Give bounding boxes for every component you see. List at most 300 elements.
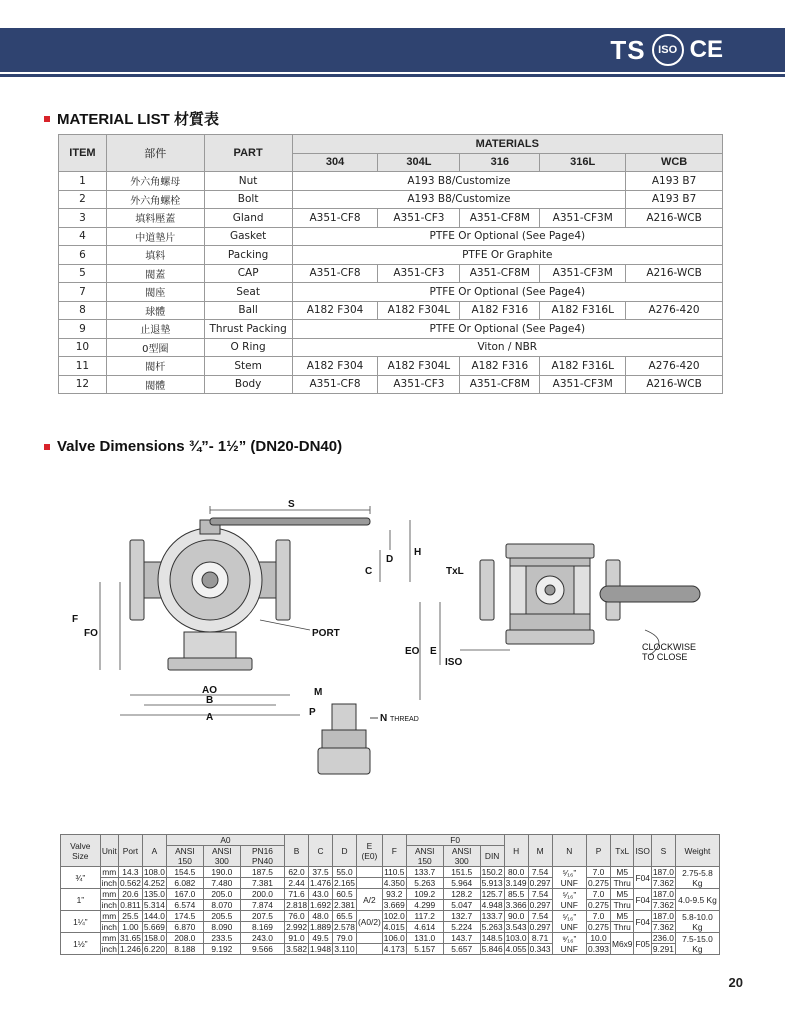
cell-wcb: A216-WCB	[626, 375, 723, 394]
cell-a: 5.669	[143, 922, 165, 932]
cell-316: A182 F316	[460, 357, 540, 376]
cell-port: 25.5	[118, 911, 142, 922]
cell-ao-ansi150: 174.5	[166, 911, 203, 922]
cell-iso: F05	[634, 933, 651, 955]
cell-material-all: PTFE Or Optional (See Page4)	[292, 283, 722, 302]
cell-weight: 7.5-15.0 Kg	[675, 933, 719, 955]
cell-material-all: PTFE Or Optional (See Page4)	[292, 227, 722, 246]
cell-h: 3.366	[505, 900, 527, 910]
cell-zh: 填料壓蓋	[106, 209, 204, 228]
cell-ao-pn16: 7.874	[240, 900, 284, 911]
cell-item: 6	[59, 246, 107, 265]
cell-b: 91.0	[285, 933, 309, 944]
cell-304l: A351-CF3	[378, 375, 460, 394]
cell-n: ⁵⁄₁₆” UNF	[552, 889, 586, 911]
cell-h: 3.543	[505, 922, 527, 932]
cell-zh: 填料	[106, 246, 204, 265]
dim-label-ao: AO	[202, 685, 217, 696]
iso-badge: ISO	[652, 34, 684, 66]
h-ao: A0	[166, 835, 284, 846]
cell-f: 3.669	[383, 900, 405, 910]
cell-h: 80.0	[504, 867, 528, 878]
cell-item: 3	[59, 209, 107, 228]
cell-p: 10.0	[587, 933, 611, 944]
h-ao-ansi150: ANSI 150	[166, 846, 203, 867]
dim-label-e: E	[430, 646, 437, 657]
material-row	[59, 338, 723, 357]
col-part: PART	[204, 135, 292, 172]
cell-f: 102.0	[383, 911, 405, 921]
material-row	[59, 190, 723, 209]
cell-s: 7.362	[652, 878, 674, 888]
cell-zh: 外六角螺栓	[106, 190, 204, 209]
cell-316l: A351-CF3M	[540, 264, 626, 283]
cell-p: 0.275	[588, 900, 609, 910]
cell-b: 2.818	[286, 900, 308, 910]
cell-part: Nut	[204, 172, 292, 191]
cell-ao-ansi300: 7.480	[203, 878, 240, 889]
h-f0: F0	[406, 835, 504, 846]
cell-unit: mm	[100, 933, 118, 944]
cell-f: 110.5	[384, 867, 405, 877]
material-title-text: MATERIAL LIST 材質表	[57, 111, 219, 128]
cell-unit: inch	[101, 944, 117, 954]
header-stripe	[0, 74, 785, 77]
cell-material-all: PTFE Or Optional (See Page4)	[292, 320, 722, 339]
material-row	[59, 320, 723, 339]
cell-316: A351-CF8M	[460, 375, 540, 394]
valve-front-dimensions	[100, 506, 410, 715]
cell-zh: 閥體	[106, 375, 204, 394]
cell-txl: M5	[610, 911, 633, 922]
cell-c: 1.948	[310, 944, 331, 954]
cell-zh: 中道墊片	[106, 227, 204, 246]
cell-item: 5	[59, 264, 107, 283]
cell-b: 71.6	[285, 889, 309, 900]
dim-label-p: P	[309, 707, 316, 718]
cell-f0-ansi300: 5.657	[443, 944, 480, 955]
cell-ao-ansi150: 167.0	[166, 889, 203, 900]
to-close-label: TO CLOSE	[642, 652, 688, 662]
cell-f0-din: 5.913	[481, 878, 503, 888]
cell-316l: A351-CF3M	[540, 375, 626, 394]
cell-c: 37.5	[309, 867, 333, 878]
cell-316l: A351-CF3M	[540, 209, 626, 228]
cell-d: 3.110	[334, 944, 355, 954]
cell-316: A351-CF8M	[460, 264, 540, 283]
cell-f0-din: 5.263	[481, 922, 503, 932]
h-f0-ansi300: ANSI 300	[443, 846, 480, 867]
cell-f0-ansi150: 5.157	[406, 944, 443, 955]
dim-label-n: N	[380, 713, 388, 724]
dimension-table	[60, 834, 720, 955]
h-f: F	[382, 835, 406, 867]
h-d: D	[333, 835, 357, 867]
cell-iso: F04	[634, 889, 651, 911]
cell-m: 7.54	[528, 867, 552, 878]
cell-part: Stem	[204, 357, 292, 376]
cell-zh: 0型圈	[106, 338, 204, 357]
cell-item: 2	[59, 190, 107, 209]
cell-h: 103.0	[505, 933, 527, 943]
cell-part: Gasket	[204, 227, 292, 246]
material-table-body	[59, 172, 723, 394]
cell-m: 0.297	[529, 922, 551, 932]
cell-wcb: A193 B7	[626, 190, 723, 209]
dimension-row	[61, 922, 720, 933]
cell-304l: A351-CF3	[378, 209, 460, 228]
cell-e	[356, 878, 382, 889]
cell-f: 4.350	[383, 878, 405, 888]
cell-ao-ansi300: 190.0	[203, 867, 240, 878]
cell-d: 65.5	[333, 911, 357, 922]
cell-m: 0.297	[529, 878, 551, 888]
cell-m: 7.54	[528, 889, 552, 900]
material-row	[59, 264, 723, 283]
cell-wcb: A276-420	[626, 357, 723, 376]
cell-f: 4.173	[383, 944, 405, 954]
cell-m: 0.297	[529, 900, 551, 910]
cell-part: Gland	[204, 209, 292, 228]
cell-c: 1.692	[310, 900, 331, 910]
cell-s: 187.0	[652, 889, 674, 899]
cell-f0-ansi300: 5.224	[443, 922, 480, 933]
dimension-row	[61, 889, 720, 900]
cell-part: Packing	[204, 246, 292, 265]
dim-label-s: S	[288, 499, 295, 510]
cell-s: 187.0	[652, 911, 674, 921]
cell-p: 0.275	[588, 922, 609, 932]
cell-port: 14.3	[118, 867, 142, 878]
cell-zh: 球體	[106, 301, 204, 320]
cell-ao-pn16: 8.169	[240, 922, 284, 933]
cell-part: Ball	[204, 301, 292, 320]
cell-part: Thrust Packing	[204, 320, 292, 339]
cell-f0-din: 5.846	[481, 944, 503, 954]
cell-valve-size: 1¼”	[61, 911, 101, 933]
clockwise-label: CLOCKWISE	[642, 642, 697, 652]
cell-txl: M6x9	[610, 933, 633, 955]
cell-port: 1.246	[119, 944, 141, 954]
cell-e	[356, 933, 382, 944]
cell-f0-din: 148.5	[481, 933, 503, 943]
cell-iso: F04	[634, 867, 651, 889]
cell-txl: M5	[610, 867, 633, 878]
cell-part: O Ring	[204, 338, 292, 357]
dimension-row	[61, 911, 720, 922]
cell-part: CAP	[204, 264, 292, 283]
cell-f0-ansi300: 5.047	[443, 900, 480, 911]
cell-f0-ansi300: 132.7	[443, 911, 480, 922]
cell-zh: 閥杆	[106, 357, 204, 376]
cell-ao-pn16: 200.0	[240, 889, 284, 900]
cell-iso: F04	[634, 911, 651, 933]
cell-txl: Thru	[610, 900, 633, 911]
cell-m: 0.343	[529, 944, 551, 954]
cell-wcb: A193 B7	[626, 172, 723, 191]
cell-f0-din: 125.7	[481, 889, 503, 899]
cell-n: ⁹⁄₁₆” UNF	[552, 933, 586, 955]
cell-f0-ansi150: 4.299	[406, 900, 443, 911]
dim-label-c: C	[365, 566, 373, 577]
material-row	[59, 172, 723, 191]
dimension-table-body	[61, 867, 720, 955]
col-item: ITEM	[59, 135, 107, 172]
material-table	[58, 134, 723, 394]
dimension-title-text: Valve Dimensions ¾”- 1½” (DN20-DN40)	[57, 438, 343, 455]
h-s: S	[651, 835, 675, 867]
cell-h: 3.149	[505, 878, 527, 888]
h-h: H	[504, 835, 528, 867]
h-weight: Weight	[675, 835, 719, 867]
col-316l: 316L	[540, 153, 626, 172]
dim-label-port: PORT	[312, 628, 340, 639]
cell-zh: 閥蓋	[106, 264, 204, 283]
cell-s: 7.362	[652, 922, 674, 932]
cell-ao-ansi150: 154.5	[166, 867, 203, 878]
cell-e-shared: A/2	[356, 889, 382, 911]
cell-316l: A182 F316L	[540, 357, 626, 376]
col-materials: MATERIALS	[292, 135, 722, 154]
cell-ao-ansi150: 6.574	[166, 900, 203, 911]
cell-b: 2.44	[285, 878, 309, 889]
cell-item: 7	[59, 283, 107, 302]
bullet-icon	[44, 116, 50, 122]
col-316: 316	[460, 153, 540, 172]
cell-d: 60.5	[333, 889, 357, 900]
cell-item: 12	[59, 375, 107, 394]
cell-item: 1	[59, 172, 107, 191]
cell-ao-pn16: 243.0	[240, 933, 284, 944]
cell-s: 9.291	[652, 944, 674, 954]
cell-304l: A351-CF3	[378, 264, 460, 283]
cell-part: Seat	[204, 283, 292, 302]
cell-e	[356, 867, 382, 878]
cell-unit: inch	[101, 922, 117, 932]
cell-p: 7.0	[587, 911, 611, 922]
cell-item: 8	[59, 301, 107, 320]
cell-f0-ansi300: 128.2	[443, 889, 480, 900]
cell-d: 2.381	[334, 900, 355, 910]
h-ao-ansi300: ANSI 300	[203, 846, 240, 867]
cell-h: 4.055	[505, 944, 527, 954]
cell-ao-ansi150: 8.188	[166, 944, 203, 955]
cell-a: 144.0	[143, 911, 165, 921]
cell-304: A182 F304	[292, 301, 378, 320]
dim-label-eo: EO	[405, 646, 420, 657]
cell-p: 7.0	[587, 889, 611, 900]
cell-b: 76.0	[285, 911, 309, 922]
cell-f0-din: 133.7	[481, 911, 503, 921]
cell-304: A182 F304	[292, 357, 378, 376]
cell-h: 90.0	[504, 911, 528, 922]
cell-p: 7.0	[587, 867, 611, 878]
dimension-row	[61, 900, 720, 911]
cell-ao-ansi300: 205.0	[203, 889, 240, 900]
cell-valve-size: ¾”	[61, 867, 101, 889]
dim-label-a: A	[206, 712, 214, 723]
cell-ao-ansi300: 205.5	[203, 911, 240, 922]
cell-unit: inch	[101, 878, 117, 888]
dim-label-d: D	[386, 554, 394, 565]
h-f0-ansi150: ANSI 150	[406, 846, 443, 867]
dim-label-thread: THREAD	[390, 716, 419, 723]
cell-d: 79.0	[333, 933, 357, 944]
cell-unit: mm	[100, 867, 118, 878]
cell-valve-size: 1”	[61, 889, 101, 911]
cell-wcb: A216-WCB	[626, 209, 723, 228]
dim-label-txl: TxL	[446, 566, 464, 577]
cell-port: 0.562	[119, 878, 141, 888]
cell-zh: 止退墊	[106, 320, 204, 339]
cell-f0-ansi300: 151.5	[443, 867, 480, 878]
material-row	[59, 283, 723, 302]
h-unit: Unit	[100, 835, 118, 867]
dim-label-h: H	[414, 547, 422, 558]
cell-m: 7.54	[528, 911, 552, 922]
cell-d: 55.0	[333, 867, 357, 878]
cell-part: Bolt	[204, 190, 292, 209]
h-txl: TxL	[610, 835, 633, 867]
cell-port: 1.00	[118, 922, 142, 933]
cell-a: 135.0	[143, 889, 165, 899]
bullet-icon	[44, 444, 50, 450]
cell-316: A351-CF8M	[460, 209, 540, 228]
h-iso: ISO	[634, 835, 651, 867]
valve-diagram	[60, 490, 730, 780]
cell-304l: A182 F304L	[378, 357, 460, 376]
cell-a: 108.0	[143, 867, 165, 877]
cell-f0-ansi300: 5.964	[443, 878, 480, 889]
cell-wcb: A276-420	[626, 301, 723, 320]
cell-e	[356, 944, 382, 955]
cell-ao-ansi150: 208.0	[166, 933, 203, 944]
valve-front-view	[130, 518, 373, 670]
cell-ao-ansi300: 9.192	[203, 944, 240, 955]
brand-name: TS	[610, 34, 646, 65]
cell-item: 10	[59, 338, 107, 357]
cell-f0-ansi150: 117.2	[406, 911, 443, 922]
cell-d: 2.165	[334, 878, 355, 888]
dim-label-m: M	[314, 687, 323, 698]
cell-f0-ansi150: 131.0	[406, 933, 443, 944]
cell-port: 31.65	[119, 933, 141, 943]
cell-a: 5.314	[143, 900, 165, 910]
cell-304: A351-CF8	[292, 375, 378, 394]
h-c: C	[309, 835, 333, 867]
cell-n: ⁵⁄₁₆” UNF	[552, 867, 586, 889]
material-row	[59, 227, 723, 246]
cell-s: 7.362	[652, 900, 674, 910]
cell-material-all: PTFE Or Graphite	[292, 246, 722, 265]
cell-304: A351-CF8	[292, 264, 378, 283]
cell-n: ⁵⁄₁₆” UNF	[552, 911, 586, 933]
cell-a: 158.0	[143, 933, 165, 943]
cell-ao-pn16: 9.566	[240, 944, 284, 955]
dimension-row	[61, 933, 720, 944]
cell-e0-shared: (A0/2)	[356, 911, 382, 933]
cell-ao-ansi300: 233.5	[203, 933, 240, 944]
col-304l: 304L	[378, 153, 460, 172]
h-ao-pn16: PN16 PN40	[240, 846, 284, 867]
material-row	[59, 209, 723, 228]
cell-p: 0.393	[588, 944, 609, 954]
cell-304l: A182 F304L	[378, 301, 460, 320]
dimension-row	[61, 878, 720, 889]
dim-label-iso: ISO	[445, 657, 463, 668]
cell-f0-ansi150: 5.263	[406, 878, 443, 889]
cell-h: 85.5	[504, 889, 528, 900]
cell-ao-pn16: 7.381	[240, 878, 284, 889]
cell-item: 11	[59, 357, 107, 376]
cell-unit: mm	[100, 889, 118, 900]
cell-c: 1.476	[310, 878, 331, 888]
cell-f: 106.0	[383, 933, 405, 943]
cell-ao-ansi150: 6.082	[166, 878, 203, 889]
cell-item: 4	[59, 227, 107, 246]
cell-b: 62.0	[285, 867, 309, 878]
h-m: M	[528, 835, 552, 867]
cell-txl: Thru	[610, 878, 633, 889]
ce-mark: CE	[689, 36, 723, 63]
cell-item: 9	[59, 320, 107, 339]
cell-f: 93.2	[382, 889, 406, 900]
cell-port: 20.6	[118, 889, 142, 900]
h-f0-din: DIN	[480, 846, 504, 867]
cell-port: 0.811	[120, 900, 141, 910]
cell-f0-ansi150: 109.2	[406, 889, 443, 900]
cell-c: 49.5	[309, 933, 333, 944]
cell-valve-size: 1½”	[61, 933, 101, 955]
cell-f0-ansi300: 143.7	[443, 933, 480, 944]
cell-zh: 閥座	[106, 283, 204, 302]
cell-s: 187.0	[652, 867, 674, 877]
cell-a: 6.220	[143, 944, 165, 954]
cell-part: Body	[204, 375, 292, 394]
dimension-row	[61, 867, 720, 878]
cell-wcb: A216-WCB	[626, 264, 723, 283]
h-e: E (E0)	[356, 835, 382, 867]
cell-p: 0.275	[588, 878, 609, 888]
cell-c: 1.889	[310, 922, 331, 932]
cell-material-all: Viton / NBR	[292, 338, 722, 357]
h-n: N	[552, 835, 586, 867]
col-zh: 部件	[106, 135, 204, 172]
cell-316: A182 F316	[460, 301, 540, 320]
cell-304: A351-CF8	[292, 209, 378, 228]
cell-m: 8.71	[528, 933, 552, 944]
cell-txl: Thru	[610, 922, 633, 933]
cell-weight: 5.8-10.0 Kg	[675, 911, 719, 933]
page-number: 20	[728, 975, 743, 990]
cell-ao-ansi300: 8.070	[203, 900, 240, 911]
h-p: P	[587, 835, 611, 867]
cell-unit: mm	[100, 911, 118, 922]
cell-weight: 2.75-5.8 Kg	[675, 867, 719, 889]
cell-f0-ansi150: 133.7	[406, 867, 443, 878]
cell-ao-pn16: 207.5	[240, 911, 284, 922]
dim-label-b: B	[206, 695, 214, 706]
cell-f: 4.015	[383, 922, 405, 932]
h-port: Port	[118, 835, 142, 867]
cell-f0-din: 150.2	[481, 867, 503, 877]
cell-weight: 4.0-9.5 Kg	[675, 889, 719, 911]
h-b: B	[285, 835, 309, 867]
cell-b: 3.582	[286, 944, 308, 954]
cell-f0-din: 4.948	[481, 900, 503, 910]
cell-ao-pn16: 187.5	[240, 867, 284, 878]
cell-s: 236.0	[652, 933, 674, 943]
